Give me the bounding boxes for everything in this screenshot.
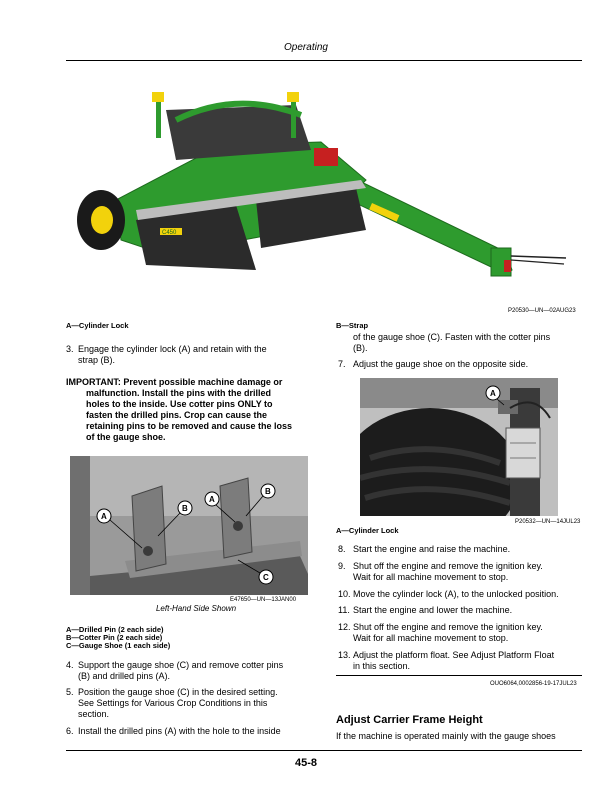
legend2-a: A—Drilled Pin (2 each side) (66, 625, 164, 634)
important-line: of the gauge shoe. (86, 432, 166, 442)
figure2-caption: Left-Hand Side Shown (155, 604, 237, 613)
step-text-line: Shut off the engine and remove the ignition key. (353, 561, 543, 571)
step-number: 7. (338, 359, 346, 369)
bracket-right (220, 478, 252, 558)
step-number: 5. (66, 687, 74, 697)
svg-text:B: B (182, 504, 188, 513)
step-text-line: Shut off the engine and remove the ignition key. (353, 622, 543, 632)
figure3-ref: P20532—UN—14JUL23 (515, 519, 581, 525)
step-text-line: section. (78, 709, 110, 719)
step-text-line: strap (B). (78, 355, 116, 365)
drilled-pin-right (233, 521, 243, 531)
svg-text:C: C (263, 573, 269, 582)
gearbox (314, 148, 338, 166)
step-text: Start the engine and lower the machine. (353, 605, 513, 615)
legend2-c: C—Gauge Shoe (1 each side) (66, 641, 171, 650)
step-text-line: (B) and drilled pins (A). (78, 671, 171, 681)
svg-text:B: B (265, 487, 271, 496)
step-text-line: Wait for all machine movement to stop. (353, 572, 509, 582)
model-decal: C450 (162, 230, 177, 236)
svg-text:A: A (101, 512, 107, 521)
step-text: Adjust the gauge shoe on the opposite side. (353, 359, 529, 369)
important-line: IMPORTANT: Prevent possible machine damage or (66, 377, 283, 387)
cylinder-lock-photo (360, 378, 558, 516)
step-number: 9. (338, 561, 346, 571)
step-number: 13. (338, 650, 351, 660)
figure2-ref: E47650—UN—13JAN00 (230, 597, 297, 603)
section-end-rule (336, 675, 582, 676)
legend2-b: B—Cotter Pin (2 each side) (66, 633, 163, 642)
drilled-pin-left (143, 546, 153, 556)
step-text: Start the engine and raise the machine. (353, 544, 511, 554)
step-number: 11. (338, 605, 350, 615)
step-text-line: Position the gauge shoe (C) in the desired setting. (78, 687, 278, 697)
warning-decal (506, 428, 540, 478)
step-text-line: Engage the cylinder lock (A) and retain with the (78, 344, 267, 354)
step6-continued: of the gauge shoe (C). Fasten with the cotter pins (353, 332, 551, 342)
important-line: malfunction. Install the pins with the drilled (86, 388, 272, 398)
left-marker (152, 92, 164, 102)
step-text: Move the cylinder lock (A), to the unlocked position. (353, 589, 559, 599)
step-text-line: See Settings for Various Crop Conditions in this (78, 698, 268, 708)
hydraulic-hoses (511, 256, 566, 258)
gauge-shoe-figure (70, 456, 308, 595)
hitch-light (504, 260, 511, 272)
step-text-line: Wait for all machine movement to stop. (353, 633, 509, 643)
header-rule (66, 60, 582, 61)
svg-text:A: A (490, 389, 496, 398)
legend3-a: A—Cylinder Lock (336, 526, 399, 535)
footer-rule (66, 750, 582, 751)
doc-ref: OUO6064,0002856-19-17JUL23 (490, 681, 577, 687)
machine-figure (66, 70, 582, 310)
page-number: 45-8 (294, 757, 318, 769)
step-text-line: Support the gauge shoe (C) and remove cotter pins (78, 660, 284, 670)
right-marker (287, 92, 299, 102)
step-number: 8. (338, 544, 346, 554)
important-line: fasten the drilled pins. Crop can cause the (86, 410, 268, 420)
cylinder-lock-figure (360, 378, 558, 516)
bracket-left (132, 486, 166, 571)
step-text-line: in this section. (353, 661, 411, 671)
svg-text:A: A (209, 495, 215, 504)
section-heading: Adjust Carrier Frame Height (336, 714, 483, 726)
step-number: 12. (338, 622, 351, 632)
step-number: 10. (338, 589, 351, 599)
step6-continued: (B). (353, 343, 368, 353)
running-header: Operating (284, 42, 328, 53)
step-text-line: Install the drilled pins (A) with the hole to the inside (78, 726, 281, 736)
section-intro: If the machine is operated mainly with the gauge shoes (336, 731, 556, 741)
gauge-shoe-photo (70, 456, 308, 595)
step-number: 4. (66, 660, 74, 670)
legend1-a: A—Cylinder Lock (66, 321, 129, 330)
legend1-b: B—Strap (336, 321, 369, 330)
machine-illustration (66, 70, 582, 310)
figure1-ref: P20530—UN—02AUG23 (508, 308, 576, 314)
important-line: holes to the inside. Use cotter pins ONLY to (86, 399, 273, 409)
important-line: retaining pins to be removed and cause the loss (86, 421, 293, 431)
step-number: 3. (66, 344, 74, 354)
step-text-line: Adjust the platform float. See Adjust Platform Float (353, 650, 555, 660)
wheel-rim (91, 206, 113, 234)
step-number: 6. (66, 726, 74, 736)
